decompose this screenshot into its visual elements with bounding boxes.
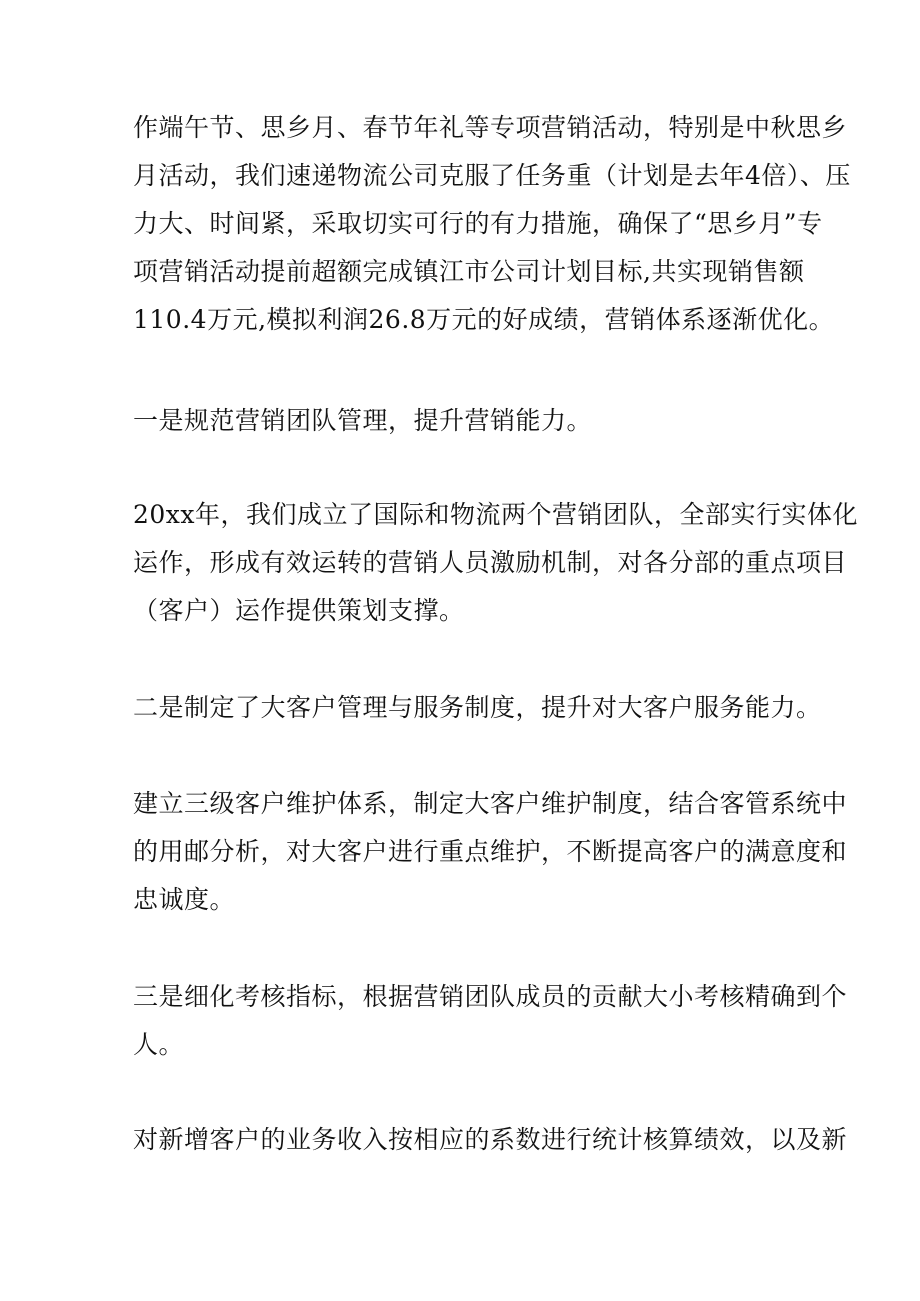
text-line: 月活动，我们速递物流公司克服了任务重（计划是去年4倍）、压 xyxy=(133,161,851,190)
heading-point-three xyxy=(133,973,848,1069)
text-line: 三是细化考核指标，根据营销团队成员的贡献大小考核精确到个 xyxy=(133,982,848,1011)
text-line: 110.4万元,模拟利润26.8万元的好成绩，营销体系逐渐优化。 xyxy=(133,305,835,334)
text-line: 对新增客户的业务收入按相应的系数进行统计核算绩效，以及新 xyxy=(133,1125,848,1154)
paragraph-new-customers xyxy=(133,1116,848,1164)
text-line: 20xx年，我们成立了国际和物流两个营销团队，全部实行实体化 xyxy=(133,500,859,529)
text-line: 力大、时间紧，采取切实可行的有力措施，确保了“思乡月”专 xyxy=(133,209,823,238)
text-line: 二是制定了大客户管理与服务制度，提升对大客户服务能力。 xyxy=(133,693,822,722)
heading-point-two xyxy=(133,684,822,732)
text-line: 一是规范营销团队管理，提升营销能力。 xyxy=(133,406,593,435)
heading-point-one xyxy=(133,397,793,445)
text-line: 人。 xyxy=(133,1030,185,1059)
text-line: 作端午节、思乡月、春节年礼等专项营销活动，特别是中秋思乡 xyxy=(133,113,848,142)
text-line: 运作，形成有效运转的营销人员激励机制，对各分部的重点项目 xyxy=(133,548,848,577)
text-line: 项营销活动提前超额完成镇江市公司计划目标,共实现销售额 xyxy=(133,257,805,286)
text-line: （客户）运作提供策划支撑。 xyxy=(133,596,465,625)
text-line: 的用邮分析，对大客户进行重点维护，不断提高客户的满意度和 xyxy=(133,837,848,866)
paragraph-customer-maintenance xyxy=(133,780,848,924)
text-line: 忠诚度。 xyxy=(133,885,236,914)
paragraph-marketing-activities xyxy=(133,104,851,344)
text-line: 建立三级客户维护体系，制定大客户维护制度，结合客管系统中 xyxy=(133,789,848,818)
paragraph-marketing-teams xyxy=(133,491,859,635)
